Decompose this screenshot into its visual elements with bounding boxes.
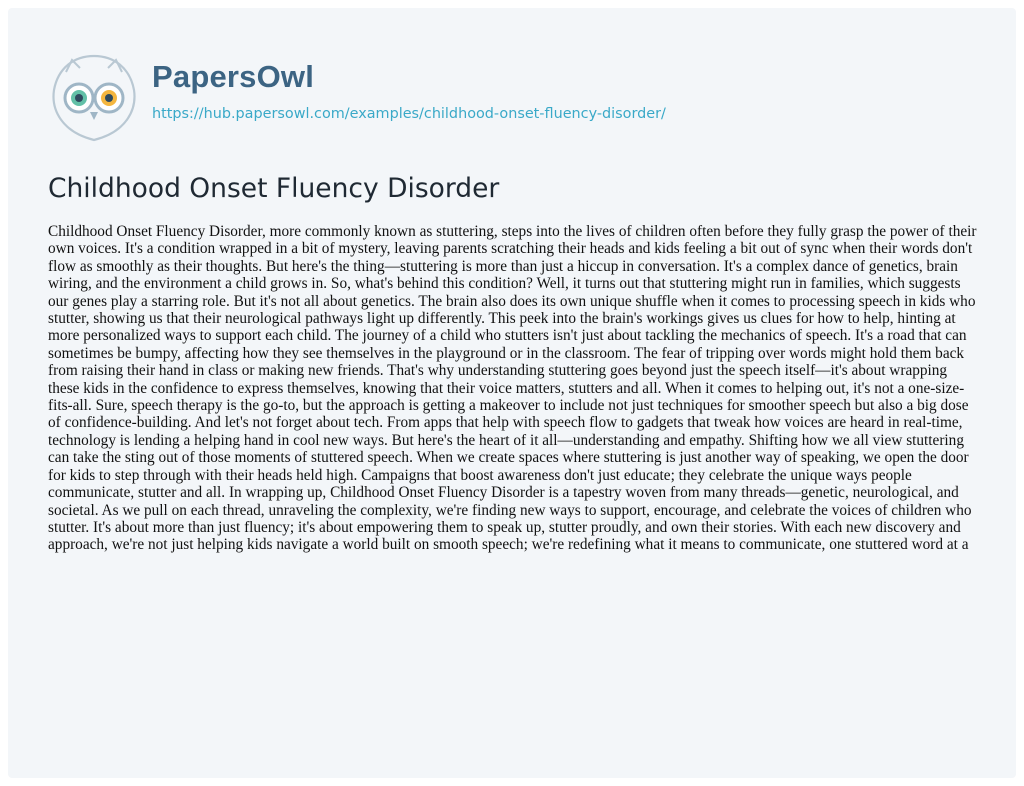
owl-eyes-icon [44,50,144,146]
brand-name: PapersOwl [152,59,315,94]
brand [152,50,666,123]
document-title: Childhood Onset Fluency Disorder [48,173,500,204]
header [44,50,666,146]
source-url[interactable]: https://hub.papersowl.com/examples/childhood-onset-fluency-disorder/ [152,106,666,122]
owl-logo-svg [44,50,144,146]
document-body: Childhood Onset Fluency Disorder, more commonly known as stuttering, steps into the lives of children often before they fully grasp the power of their own voices. It's a condition wrapped in a bit of mystery, leaving parents scratching their heads and kids feeling a bit out of sync when their words don't flow as smoothly as their thoughts. But here's the thing—stuttering is more than just a hiccup in conversation. It's a complex dance of genetics, brain wiring, and the environment a child grows in. So, what's behind this condition? Well, it turns out that stuttering might run in families, which suggests our genes play a starring role. But it's not all about genetics. The brain also does its own unique shuffle when it comes to processing speech in kids who stutter, showing us that their neurological pathways light up differently. This peek into the brain's workings gives us clues for how to help, hinting at more personalized ways to support each child. The journey of a child who stutters isn't just about tackling the mechanics of speech. It's a road that can sometimes be bumpy, affecting how they see themselves in the playground or in the classroom. The fear of tripping over words might hold them back from raising their hand in class or making new friends. That's why understanding stuttering goes beyond just the speech itself—it's about wrapping these kids in the confidence to express themselves, knowing that their voice matters, stutters and all. When it comes to helping out, it's not a one-size-fits-all. Sure, speech therapy is the go-to, but the approach is getting a makeover to include not just techniques for smoother speech but also a big dose of confidence-building. And let's not forget about tech. From apps that help with speech flow to gadgets that tweak how voices are heard in real-time, technology is lending a helping hand in cool new ways. But here's the heart of it all—understanding and empathy. Shifting how we all view stuttering can take the sting out of those moments of stuttered speech. When we create spaces where stuttering is just another way of speaking, we open the door for kids to step through with their heads held high. Campaigns that boost awareness don't just educate; they celebrate the unique ways people communicate, stutter and all. In wrapping up, Childhood Onset Fluency Disorder is a tapestry woven from many threads—genetic, neurological, and societal. As we pull on each thread, unraveling the complexity, we're finding new ways to support, encourage, and celebrate the voices of children who stutter. It's about more than just fluency; it's about empowering them to speak up, stutter proudly, and own their stories. With each new discovery and approach, we're not just helping kids navigate a world built on smooth speech; we're redefining what it means to communicate, one stuttered word at a [48,223,977,554]
